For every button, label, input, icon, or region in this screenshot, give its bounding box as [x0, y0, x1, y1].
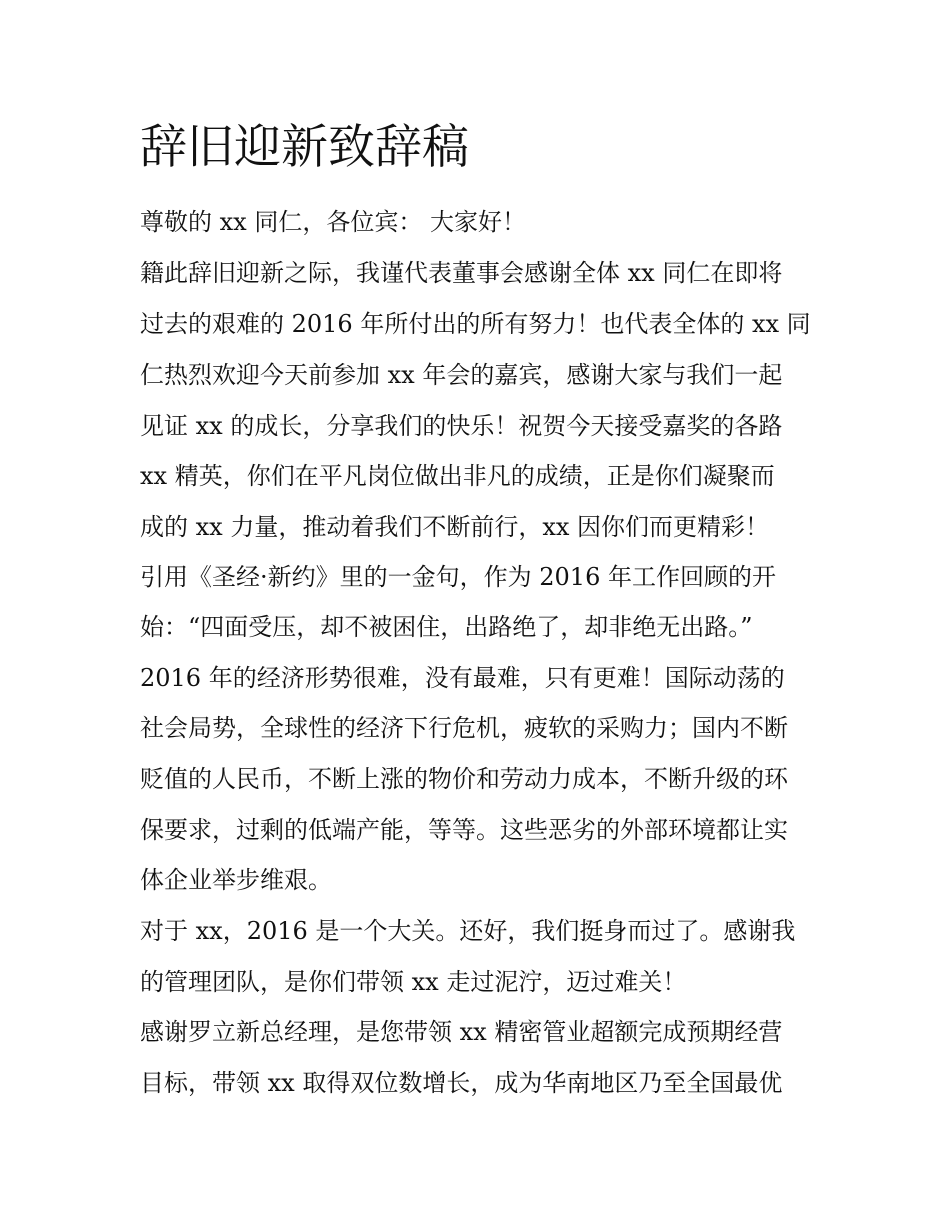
paragraph-line: xx 精英，你们在平凡岗位做出非凡的成绩，正是你们凝聚而 [140, 462, 775, 490]
paragraph-line: 对于 xx，2016 是一个大关。还好，我们挺身而过了。感谢我 [140, 917, 796, 945]
paragraph-line: 感谢罗立新总经理，是您带领 xx 精密管业超额完成预期经营 [140, 1018, 783, 1046]
document-title: 辞旧迎新致辞稿 [140, 120, 469, 175]
paragraph-line: 目标，带领 xx 取得双位数增长，成为华南地区乃至全国最优 [140, 1069, 783, 1097]
paragraph-line: 籍此辞旧迎新之际，我谨代表董事会感谢全体 xx 同仁在即将 [140, 259, 783, 287]
paragraph-line: 体企业举步维艰。 [140, 866, 332, 894]
paragraph-line: 见证 xx 的成长，分享我们的快乐！祝贺今天接受嘉奖的各路 [140, 412, 783, 440]
paragraph-line: 过去的艰难的 2016 年所付出的所有努力！也代表全体的 xx 同 [140, 310, 811, 338]
paragraph-line: 尊敬的 xx 同仁，各位宾： 大家好！ [140, 208, 526, 236]
paragraph-line: 成的 xx 力量，推动着我们不断前行，xx 因你们而更精彩！ [140, 513, 770, 541]
paragraph-line: 的管理团队，是你们带领 xx 走过泥泞，迈过难关！ [140, 968, 687, 996]
paragraph-line: 2016 年的经济形势很难，没有最难，只有更难！国际动荡的 [140, 664, 785, 692]
paragraph-line: 始：“四面受压，却不被困住，出路绝了，却非绝无出路。” [140, 613, 753, 641]
paragraph-line: 仁热烈欢迎今天前参加 xx 年会的嘉宾，感谢大家与我们一起 [140, 361, 783, 389]
paragraph-line: 引用《圣经·新约》里的一金句，作为 2016 年工作回顾的开 [140, 563, 776, 591]
paragraph-line: 保要求，过剩的低端产能，等等。这些恶劣的外部环境都让实 [140, 816, 788, 844]
paragraph-line: 贬值的人民币，不断上涨的物价和劳动力成本，不断升级的环 [140, 765, 788, 793]
paragraph-line: 社会局势，全球性的经济下行危机，疲软的采购力；国内不断 [140, 714, 788, 742]
